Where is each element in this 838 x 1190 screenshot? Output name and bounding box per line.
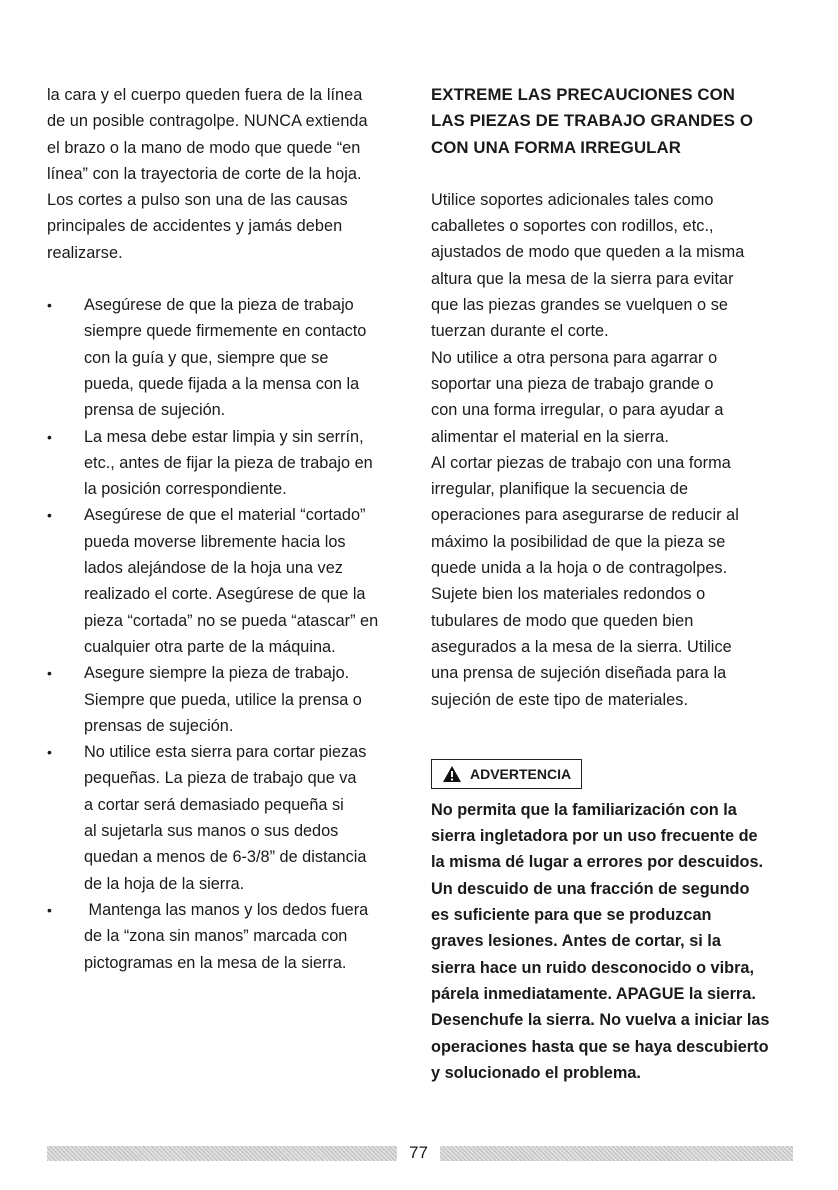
text-line: principales de accidentes y jamás deben bbox=[47, 217, 343, 236]
text-line: una prensa de sujeción diseñada para la bbox=[431, 664, 727, 683]
text-line: de la hoja de la sierra. bbox=[84, 874, 245, 893]
heading-line: LAS PIEZAS DE TRABAJO GRANDES O bbox=[431, 111, 753, 131]
text-line: graves lesiones. Antes de cortar, si la bbox=[431, 932, 721, 951]
page-footer bbox=[47, 1142, 793, 1164]
text-line: Al cortar piezas de trabajo con una forma bbox=[431, 453, 731, 472]
bullet-item bbox=[47, 739, 409, 897]
text-line: La mesa debe estar limpia y sin serrín, bbox=[84, 427, 364, 446]
text-line: ajustados de modo que queden a la misma bbox=[431, 243, 745, 262]
text-line: soportar una pieza de trabajo grande o bbox=[431, 374, 714, 393]
text-line: Asegúrese de que el material “cortado” bbox=[84, 506, 366, 525]
text-line: con la guía y que, siempre que se bbox=[84, 348, 329, 367]
text-line: lados alejándose de la hoja una vez bbox=[84, 559, 343, 578]
bullet-marker: • bbox=[47, 507, 52, 524]
heading-line: EXTREME LAS PRECAUCIONES CON bbox=[431, 85, 735, 104]
bullet-item bbox=[47, 424, 409, 503]
text-line: la posición correspondiente. bbox=[84, 480, 287, 499]
text-line: pueda, quede fijada a la mensa con la bbox=[84, 374, 360, 393]
text-line: Desenchufe la sierra. No vuelva a iniciar las bbox=[431, 1011, 770, 1030]
warning-label-box bbox=[431, 759, 582, 789]
text-line: pueda moverse libremente hacia los bbox=[84, 532, 346, 551]
bullet-marker: • bbox=[47, 297, 52, 314]
text-line: de un posible contragolpe. NUNCA extienda bbox=[47, 112, 368, 131]
text-line: altura que la mesa de la sierra para evitar bbox=[431, 269, 734, 288]
warning-triangle-icon bbox=[442, 765, 462, 783]
bullet-marker: • bbox=[47, 665, 52, 682]
text-line: quedan a menos de 6-3/8” de distancia bbox=[84, 848, 367, 867]
text-line: tuerzan durante el corte. bbox=[431, 322, 609, 341]
text-line: operaciones para asegurarse de reducir al bbox=[431, 506, 739, 525]
text-line: es suficiente para que se produzcan bbox=[431, 906, 712, 925]
section-body bbox=[431, 187, 793, 713]
text-line: tubulares de modo que queden bien bbox=[431, 611, 694, 630]
right-column bbox=[431, 82, 793, 1086]
bullet-item bbox=[47, 292, 409, 423]
text-line: la cara y el cuerpo queden fuera de la línea bbox=[47, 86, 363, 104]
heading-line: CON UNA FORMA IRREGULAR bbox=[431, 137, 681, 157]
bullet-item bbox=[47, 660, 409, 739]
text-line: Los cortes a pulso son una de las causas bbox=[47, 191, 348, 210]
text-line: No utilice esta sierra para cortar piezas bbox=[84, 743, 367, 762]
text-line: quede unida a la hoja o de contragolpes. bbox=[431, 559, 728, 578]
text-line: y solucionado el problema. bbox=[431, 1063, 641, 1082]
text-line: realizado el corte. Asegúrese de que la bbox=[84, 585, 366, 604]
text-line: Siempre que pueda, utilice la prensa o bbox=[84, 690, 362, 709]
text-line: Mantenga las manos y los dedos fuera bbox=[84, 900, 369, 919]
intro-paragraph bbox=[47, 82, 409, 266]
warning-label: ADVERTENCIA bbox=[470, 765, 572, 782]
bullet-item bbox=[47, 897, 409, 976]
text-line: Asegúrese de que la pieza de trabajo bbox=[84, 296, 354, 315]
text-line: línea” con la trayectoria de corte de la hoja. bbox=[47, 164, 362, 183]
text-line: Sujete bien los materiales redondos o bbox=[431, 585, 706, 604]
text-line: caballetes o soportes con rodillos, etc., bbox=[431, 217, 714, 236]
safety-bullet-list bbox=[47, 292, 409, 976]
text-line: realizarse. bbox=[47, 243, 123, 262]
text-line: pieza “cortada” no se pueda “atascar” en bbox=[84, 611, 379, 630]
text-line: pequeñas. La pieza de trabajo que va bbox=[84, 769, 357, 788]
bullet-marker: • bbox=[47, 428, 52, 445]
text-line: máximo la posibilidad de que la pieza se bbox=[431, 532, 726, 551]
text-line: irregular, planifique la secuencia de bbox=[431, 480, 689, 499]
bullet-marker: • bbox=[47, 901, 52, 918]
text-line: a cortar será demasiado pequeña si bbox=[84, 795, 344, 814]
bullet-marker: • bbox=[47, 744, 52, 761]
section-heading bbox=[431, 82, 793, 161]
bullet-item bbox=[47, 502, 409, 660]
text-line: el brazo o la mano de modo que quede “en bbox=[47, 138, 361, 157]
text-line: No utilice a otra persona para agarrar o bbox=[431, 348, 718, 367]
text-line: sierra hace un ruido desconocido o vibra, bbox=[431, 958, 754, 977]
page-number: 77 bbox=[409, 1143, 428, 1162]
text-line: prensas de sujeción. bbox=[84, 716, 234, 735]
text-line: Un descuido de una fracción de segundo bbox=[431, 879, 750, 898]
text-line: al sujetarla sus manos o sus dedos bbox=[84, 822, 339, 841]
text-line: siempre quede firmemente en contacto bbox=[84, 322, 367, 341]
text-line: párela inmediatamente. APAGUE la sierra. bbox=[431, 984, 756, 1003]
left-column bbox=[47, 82, 409, 976]
text-line: prensa de sujeción. bbox=[84, 401, 226, 420]
text-line: con una forma irregular, o para ayudar a bbox=[431, 401, 724, 420]
text-line: alimentar el material en la sierra. bbox=[431, 427, 669, 446]
text-line: que las piezas grandes se vuelquen o se bbox=[431, 296, 729, 315]
text-line: Utilice soportes adicionales tales como bbox=[431, 190, 714, 209]
text-line: de la “zona sin manos” marcada con bbox=[84, 927, 348, 946]
footer-bar-left bbox=[47, 1146, 397, 1161]
text-line: asegurados a la mesa de la sierra. Utilice bbox=[431, 637, 732, 656]
footer-bar-right bbox=[440, 1146, 793, 1161]
text-line: operaciones hasta que se haya descubierto bbox=[431, 1037, 769, 1056]
text-line: Asegure siempre la pieza de trabajo. bbox=[84, 664, 350, 683]
text-line: pictogramas en la mesa de la sierra. bbox=[84, 953, 347, 972]
text-line: sujeción de este tipo de materiales. bbox=[431, 690, 689, 709]
text-line: cualquier otra parte de la máquina. bbox=[84, 637, 336, 656]
text-line: la misma dé lugar a errores por descuidos. bbox=[431, 853, 764, 872]
text-line: etc., antes de fijar la pieza de trabajo en bbox=[84, 453, 373, 472]
warning-text bbox=[431, 797, 793, 1086]
text-line: No permita que la familiarización con la bbox=[431, 800, 737, 819]
text-line: sierra ingletadora por un uso frecuente de bbox=[431, 827, 758, 846]
